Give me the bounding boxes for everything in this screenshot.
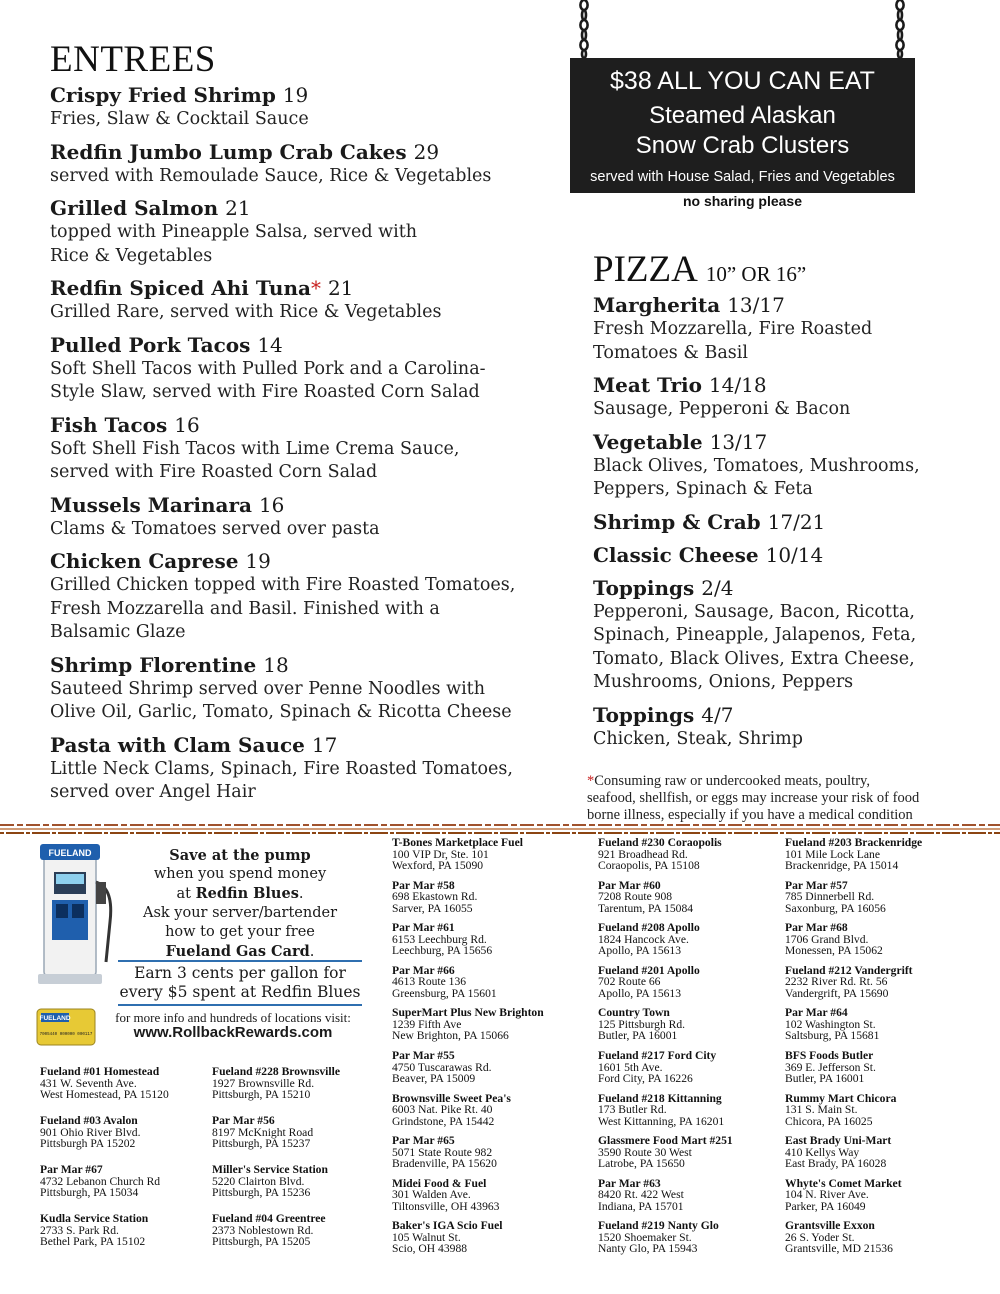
menu-item-desc: Grilled Chicken topped with Fire Roasted Tomatoes,	[50, 575, 516, 595]
location-name: Fueland #212 Vandergrift	[785, 963, 913, 977]
pizza-sizes: 10” OR 16”	[705, 262, 807, 286]
location-name: Par Mar #66	[392, 963, 455, 977]
location-address-line: Sarver, PA 16055	[392, 901, 473, 915]
location-address-line: 101 Mile Lock Lane	[785, 847, 880, 861]
menu-item-desc: Fries, Slaw & Cocktail Sauce	[50, 109, 309, 129]
gas-card-icon	[36, 1008, 96, 1046]
location-entry	[785, 1050, 876, 1085]
location-address-line: New Brighton, PA 15066	[392, 1029, 509, 1043]
location-address-line: Tarentum, PA 15084	[598, 901, 694, 915]
location-address-line: 5220 Clairton Blvd.	[212, 1174, 305, 1188]
location-address-line: Greensburg, PA 15601	[392, 986, 497, 1000]
location-entry	[598, 1007, 685, 1042]
sign-line-4: served with House Salad, Fries and Vegetables	[590, 169, 895, 185]
location-name: Brownsville Sweet Pea's	[392, 1091, 511, 1105]
location-address-line: 6003 Nat. Pike Rt. 40	[392, 1103, 493, 1117]
location-address-line: 2373 Noblestown Rd.	[212, 1223, 314, 1237]
entrees-list	[50, 82, 570, 812]
location-name: Par Mar #64	[785, 1006, 848, 1020]
menu-item	[593, 509, 973, 535]
location-address-line: 173 Butler Rd.	[598, 1103, 667, 1117]
location-address-line: 1239 Fifth Ave	[392, 1017, 462, 1031]
location-address-line: 125 Pittsburgh Rd.	[598, 1017, 686, 1031]
menu-item-price: 14	[257, 332, 283, 357]
earn-box	[118, 960, 362, 1006]
card-brand-label: FUELAND	[39, 1015, 71, 1022]
location-entry	[212, 1164, 328, 1199]
gas-pump-icon	[34, 842, 120, 988]
location-address-line: Vandergrift, PA 15690	[785, 986, 889, 1000]
menu-item-desc: Fresh Mozzarella and Basil. Finished with a	[50, 598, 440, 619]
sign-headline: $38 ALL YOU CAN EAT	[610, 67, 875, 95]
menu-item	[50, 275, 570, 325]
menu-item-desc: served with Remoulade Sauce, Rice & Vegetables	[50, 165, 492, 186]
card-number: 7005440 000000 000117	[39, 1033, 93, 1037]
menu-item-desc: served with Fire Roasted Corn Salad	[50, 462, 378, 482]
location-address-line: Saxonburg, PA 16056	[785, 901, 886, 915]
location-address-line: 8420 Rt. 422 West	[598, 1188, 684, 1202]
menu-item-name: Classic Cheese	[593, 542, 759, 567]
menu-item	[593, 575, 973, 695]
location-address-line: Indiana, PA 15701	[598, 1199, 684, 1213]
menu-item-price: 29	[413, 139, 440, 164]
menu-item-desc: Soft Shell Fish Tacos with Lime Crema Sauce,	[50, 438, 460, 459]
menu-item-desc: served over Angel Hair	[50, 782, 256, 802]
menu-item-price: 19	[245, 549, 271, 573]
menu-item-price: 21	[327, 276, 354, 300]
location-entry	[40, 1066, 169, 1101]
location-name: Fueland #203 Brackenridge	[785, 836, 923, 849]
location-entry	[392, 1093, 511, 1128]
location-address-line: Pittsburgh, PA 15034	[40, 1186, 139, 1199]
location-address-line: 1706 Grand Blvd.	[785, 932, 869, 946]
location-name: Fueland #218 Kittanning	[598, 1091, 722, 1105]
menu-item-desc: Little Neck Clams, Spinach, Fire Roasted Tomatoes,	[50, 758, 513, 779]
location-entry	[40, 1164, 160, 1199]
menu-item-heading	[50, 652, 570, 678]
location-address-line: Apollo, PA 15613	[598, 944, 682, 958]
menu-item-heading	[50, 139, 570, 165]
location-address-line: Monessen, PA 15062	[785, 944, 883, 958]
menu-item	[593, 702, 973, 752]
menu-item	[50, 332, 570, 405]
entrees-title: ENTREES	[50, 39, 216, 80]
location-address-line: 4750 Tuscarawas Rd.	[392, 1060, 492, 1074]
location-address-line: Brackenridge, PA 15014	[785, 859, 899, 872]
menu-item-price: 17/21	[767, 509, 826, 534]
location-address-line: 7208 Route 908	[598, 890, 673, 904]
promo-line-3-pre: at	[176, 886, 196, 902]
menu-item-name: Margherita	[593, 293, 721, 317]
location-name: Kudla Service Station	[40, 1212, 149, 1225]
disclaimer-line-2: seafood, shellfish, or eggs may increase your risk of food	[587, 790, 920, 806]
menu-item-price: 14/18	[708, 373, 767, 397]
menu-item-name: Redfin Jumbo Lump Crab Cakes	[50, 139, 407, 164]
sign-note: no sharing please	[682, 193, 803, 209]
menu-item-price: 17	[311, 732, 338, 757]
location-address-line: Chicora, PA 16025	[785, 1114, 873, 1128]
location-name: Fueland #230 Coraopolis	[598, 836, 722, 849]
location-address-line: 2232 River Rd. Rt. 56	[785, 975, 888, 989]
menu-item-desc: Sauteed Shrimp served over Penne Noodles with	[50, 678, 485, 699]
earn-line-1: Earn 3 cents per gallon for	[134, 964, 346, 982]
location-address-line: 301 Walden Ave.	[392, 1188, 471, 1202]
menu-item-desc: topped with Pineapple Salsa, served with	[50, 222, 418, 242]
menu-item-name: Chicken Caprese	[50, 549, 239, 573]
location-name: Par Mar #63	[598, 1176, 661, 1190]
promo-line-3	[118, 884, 362, 904]
location-entry	[598, 922, 700, 957]
location-entry	[598, 837, 722, 872]
menu-item-heading	[593, 292, 973, 318]
location-name: Whyte's Comet Market	[785, 1176, 902, 1190]
location-name: Par Mar #55	[392, 1049, 455, 1062]
location-entry	[392, 1135, 497, 1170]
menu-item-name: Grilled Salmon	[50, 196, 219, 220]
menu-item-name: Pulled Pork Tacos	[50, 332, 251, 357]
location-entry	[598, 1135, 733, 1170]
location-entry	[598, 1178, 684, 1213]
location-address-line: 8197 McKnight Road	[212, 1125, 314, 1139]
menu-item-name: Redfin Spiced Ahi Tuna	[50, 276, 311, 300]
sign-line-3: Snow Crab Clusters	[635, 132, 850, 159]
menu-item-desc: Tomatoes & Basil	[593, 342, 748, 363]
location-entry	[40, 1213, 148, 1248]
promo-line-6-name: Fueland Gas Card	[165, 943, 310, 960]
location-entry	[392, 1220, 502, 1255]
menu-item-desc: Peppers, Spinach & Feta	[593, 479, 813, 499]
location-address-line: Apollo, PA 15613	[598, 986, 682, 1000]
menu-item	[593, 292, 973, 365]
location-entry	[392, 1178, 499, 1213]
location-address-line: 26 S. Yoder St.	[785, 1230, 855, 1244]
menu-item-name: Shrimp Florentine	[50, 652, 257, 677]
menu-item-heading	[50, 82, 570, 108]
menu-item-desc: Chicken, Steak, Shrimp	[593, 728, 803, 749]
menu-item-name: Meat Trio	[593, 373, 702, 397]
disclaimer-line-3: borne illness, especially if you have a medical condition	[587, 807, 913, 823]
menu-item-name: Crispy Fried Shrimp	[50, 83, 276, 107]
menu-item-desc: Spinach, Pineapple, Jalapenos, Feta,	[593, 625, 917, 645]
menu-item-desc: Pepperoni, Sausage, Bacon, Ricotta,	[593, 601, 915, 622]
menu-item-desc: Fresh Mozzarella, Fire Roasted	[593, 319, 873, 339]
menu-item-price: 18	[263, 652, 289, 677]
location-address-line: 1601 5th Ave.	[598, 1060, 663, 1074]
location-address-line: 131 S. Main St.	[785, 1103, 858, 1117]
location-address-line: 410 Kellys Way	[785, 1145, 860, 1159]
more-info	[102, 1010, 364, 1040]
menu-item-price: 2/4	[701, 575, 734, 600]
location-entry	[392, 1007, 544, 1042]
location-name: Par Mar #61	[392, 921, 455, 935]
location-name: SuperMart Plus New Brighton	[392, 1006, 544, 1020]
location-entry	[785, 1093, 896, 1128]
location-address-line: Ford City, PA 16226	[598, 1072, 693, 1085]
menu-item-price: 13/17	[727, 293, 785, 317]
location-name: East Brady Uni-Mart	[785, 1134, 892, 1148]
location-entry	[212, 1213, 326, 1248]
menu-item-heading	[50, 548, 570, 574]
location-entry	[785, 1135, 891, 1170]
location-address-line: 698 Ekastown Rd.	[392, 890, 478, 904]
menu-item-price: 16	[258, 492, 285, 517]
location-entry	[785, 1220, 893, 1255]
location-address-line: West Homestead, PA 15120	[40, 1088, 169, 1101]
location-entry	[785, 1007, 879, 1042]
location-address-line: 4732 Lebanon Church Rd	[40, 1174, 161, 1188]
promo-text	[118, 846, 362, 962]
location-name: Par Mar #60	[598, 878, 661, 892]
location-entry	[598, 880, 693, 915]
menu-item-desc: Clams & Tomatoes served over pasta	[50, 518, 380, 539]
location-entry	[392, 965, 497, 1000]
location-address-line: Butler, PA 16001	[598, 1029, 678, 1043]
more-info-text: for more info and hundreds of locations visit:	[115, 1010, 351, 1025]
location-entry	[785, 837, 922, 872]
location-address-line: 901 Ohio River Blvd.	[40, 1125, 141, 1139]
location-address-line: Butler, PA 16001	[785, 1072, 865, 1085]
location-address-line: 102 Washington St.	[785, 1017, 876, 1031]
location-name: Fueland #201 Apollo	[598, 963, 700, 977]
location-name: Par Mar #56	[212, 1114, 275, 1127]
location-address-line: Grindstone, PA 15442	[392, 1114, 495, 1128]
location-address-line: Pittsburgh, PA 15210	[212, 1088, 311, 1101]
menu-item	[50, 82, 570, 132]
menu-item-heading	[50, 492, 570, 518]
location-entry	[785, 965, 913, 1000]
menu-item-heading	[50, 275, 570, 301]
location-entry	[40, 1115, 140, 1150]
location-address-line: Tiltonsville, OH 43963	[392, 1199, 500, 1213]
menu-item-heading	[593, 509, 973, 535]
location-name: Par Mar #57	[785, 878, 848, 892]
location-entry	[212, 1115, 313, 1150]
menu-item-desc: Sausage, Pepperoni & Bacon	[593, 399, 851, 419]
menu-item-desc: Balsamic Glaze	[50, 622, 186, 642]
menu-item-desc: Style Slaw, served with Fire Roasted Corn Salad	[50, 382, 480, 402]
menu-item-name: Vegetable	[593, 429, 703, 454]
section-divider	[0, 822, 1000, 836]
earn-line-2: every $5 spent at Redfin Blues	[119, 983, 361, 1001]
location-address-line: 785 Dinnerbell Rd.	[785, 890, 875, 904]
menu-item	[593, 372, 973, 422]
location-address-line: Parker, PA 16049	[785, 1199, 866, 1213]
location-address-line: 105 Walnut St.	[392, 1230, 461, 1244]
location-address-line: Leechburg, PA 15656	[392, 944, 493, 958]
disclaimer	[587, 773, 977, 824]
menu-item	[50, 412, 570, 485]
disclaimer-star: *	[587, 773, 595, 789]
location-name: Fueland #228 Brownsville	[212, 1065, 340, 1078]
promo-line-4: Ask your server/bartender	[142, 905, 338, 921]
location-name: Baker's IGA Scio Fuel	[392, 1219, 503, 1233]
menu-item-desc: Rice & Vegetables	[50, 245, 213, 266]
chain-right-icon	[894, 0, 906, 58]
location-name: Fueland #01 Homestead	[40, 1065, 160, 1078]
location-address-line: 1824 Hancock Ave.	[598, 932, 689, 946]
menu-item-name: Shrimp & Crab	[593, 509, 761, 534]
menu-item-price: 21	[225, 196, 251, 220]
promo-line-6	[118, 942, 362, 962]
location-address-line: 1520 Shoemaker St.	[598, 1230, 692, 1244]
menu-item	[50, 195, 570, 268]
menu-item	[50, 492, 570, 542]
menu-item	[593, 429, 973, 502]
location-address-line: 2733 S. Park Rd.	[40, 1223, 119, 1237]
location-address-line: Nanty Glo, PA 15943	[598, 1242, 698, 1256]
location-address-line: Coraopolis, PA 15108	[598, 859, 700, 872]
location-name: Grantsville Exxon	[785, 1219, 875, 1233]
location-address-line: 369 E. Jefferson St.	[785, 1060, 876, 1074]
sign-line-2: Steamed Alaskan	[649, 102, 836, 129]
location-address-line: 702 Route 66	[598, 975, 661, 989]
location-address-line: Pittsburgh, PA 15236	[212, 1186, 311, 1199]
location-entry	[392, 922, 492, 957]
location-name: Midei Food & Fuel	[392, 1176, 487, 1190]
menu-item-price: 13/17	[709, 429, 768, 454]
location-address-line: 3590 Route 30 West	[598, 1145, 692, 1159]
menu-item-heading	[593, 372, 973, 398]
location-name: Rummy Mart Chicora	[785, 1091, 897, 1105]
chain-left-icon	[578, 0, 590, 58]
location-name: Par Mar #65	[392, 1134, 455, 1148]
location-entry	[598, 1050, 716, 1085]
menu-item	[593, 542, 973, 568]
location-address-line: 6153 Leechburg Rd.	[392, 932, 487, 946]
menu-item-name: Toppings	[593, 575, 695, 600]
location-entry	[392, 1050, 492, 1085]
menu-item-desc: Black Olives, Tomatoes, Mushrooms,	[593, 455, 920, 476]
location-name: Fueland #04 Greentree	[212, 1212, 326, 1225]
location-entry	[785, 922, 883, 957]
menu-item-name: Pasta with Clam Sauce	[50, 732, 305, 757]
location-address-line: Bradenville, PA 15620	[392, 1157, 497, 1171]
menu-item	[50, 652, 570, 725]
menu-item	[50, 139, 570, 189]
pump-brand-label: FUELAND	[48, 848, 92, 858]
location-name: Par Mar #68	[785, 921, 848, 935]
location-address-line: Saltsburg, PA 15681	[785, 1029, 880, 1043]
location-address-line: 921 Broadhead Rd.	[598, 847, 688, 861]
location-entry	[392, 880, 477, 915]
menu-item-price: 16	[174, 412, 200, 437]
promo-line-5: how to get your free	[165, 924, 315, 940]
location-entry	[598, 965, 700, 1000]
location-address-line: Bethel Park, PA 15102	[40, 1235, 146, 1248]
location-name: Par Mar #67	[40, 1163, 103, 1176]
menu-item-name: Fish Tacos	[50, 412, 168, 437]
menu-item-desc: Mushrooms, Onions, Peppers	[593, 672, 854, 692]
location-name: Par Mar #58	[392, 878, 455, 892]
location-entry	[785, 1178, 902, 1213]
location-address-line: East Brady, PA 16028	[785, 1157, 887, 1171]
promo-line-3-post: .	[298, 886, 304, 902]
menu-item-heading	[593, 575, 973, 601]
location-address-line: 431 W. Seventh Ave.	[40, 1076, 137, 1090]
location-address-line: 1927 Brownsville Rd.	[212, 1076, 315, 1090]
menu-item-desc: Soft Shell Tacos with Pulled Pork and a Carolina-	[50, 358, 486, 379]
location-address-line: West Kittanning, PA 16201	[598, 1114, 725, 1128]
location-address-line: Scio, OH 43988	[392, 1242, 468, 1256]
location-address-line: Wexford, PA 15090	[392, 859, 484, 872]
location-entry	[598, 1093, 724, 1128]
pizza-title-text: PIZZA	[593, 249, 698, 290]
all-you-can-eat-sign	[570, 58, 915, 193]
menu-item	[50, 548, 570, 645]
location-address-line: Latrobe, PA 15650	[598, 1157, 685, 1171]
location-name: Fueland #219 Nanty Glo	[598, 1219, 719, 1233]
rollback-rewards-link[interactable]: www.RollbackRewards.com	[133, 1024, 333, 1041]
location-address-line: 100 VIP Dr, Ste. 101	[392, 847, 489, 861]
location-name: T-Bones Marketplace Fuel	[392, 836, 523, 849]
location-name: Country Town	[598, 1006, 670, 1020]
menu-item-heading	[593, 429, 973, 455]
promo-line-1: Save at the pump	[169, 847, 311, 864]
location-entry	[392, 837, 523, 872]
location-address-line: 4613 Route 136	[392, 975, 467, 989]
disclaimer-line-1: Consuming raw or undercooked meats, poultry,	[594, 773, 870, 789]
menu-item-heading	[50, 195, 570, 221]
location-address-line: Pittsburgh PA 15202	[40, 1137, 136, 1150]
menu-item-price: 10/14	[765, 542, 824, 567]
menu-item-heading	[593, 702, 973, 728]
promo-line-6-post: .	[309, 944, 315, 960]
menu-item-heading	[50, 332, 570, 358]
pizza-title	[593, 248, 806, 291]
menu-item-price: 19	[282, 83, 309, 107]
location-entry	[598, 1220, 719, 1255]
pizza-list	[593, 292, 973, 758]
location-name: Fueland #03 Avalon	[40, 1114, 138, 1127]
location-entry	[212, 1066, 340, 1101]
menu-item-price: 4/7	[701, 702, 734, 727]
location-address-line: Pittsburgh, PA 15237	[212, 1137, 311, 1150]
menu-item-heading	[50, 412, 570, 438]
location-name: Miller's Service Station	[212, 1163, 328, 1176]
location-name: Fueland #208 Apollo	[598, 921, 700, 935]
location-name: BFS Foods Butler	[785, 1049, 874, 1062]
promo-line-2: when you spend money	[153, 866, 327, 882]
menu-item-name: Toppings	[593, 702, 695, 727]
location-entry	[785, 880, 886, 915]
location-address-line: 104 N. River Ave.	[785, 1188, 869, 1202]
menu-item-star: *	[310, 276, 321, 300]
location-address-line: 5071 State Route 982	[392, 1145, 493, 1159]
menu-item-name: Mussels Marinara	[50, 492, 252, 517]
menu-item-desc: Olive Oil, Garlic, Tomato, Spinach & Ricotta Cheese	[50, 702, 512, 722]
promo-line-3-name: Redfin Blues	[195, 885, 299, 902]
menu-item-heading	[50, 732, 570, 758]
menu-item-desc: Grilled Rare, served with Rice & Vegetables	[50, 302, 442, 322]
location-address-line: Beaver, PA 15009	[392, 1072, 476, 1085]
menu-item-desc: Tomato, Black Olives, Extra Cheese,	[593, 648, 915, 669]
menu-item-heading	[593, 542, 973, 568]
location-name: Glassmere Food Mart #251	[598, 1134, 733, 1148]
menu-item	[50, 732, 570, 805]
location-address-line: Pittsburgh, PA 15205	[212, 1235, 311, 1248]
location-name: Fueland #217 Ford City	[598, 1049, 717, 1062]
location-address-line: Grantsville, MD 21536	[785, 1242, 893, 1256]
